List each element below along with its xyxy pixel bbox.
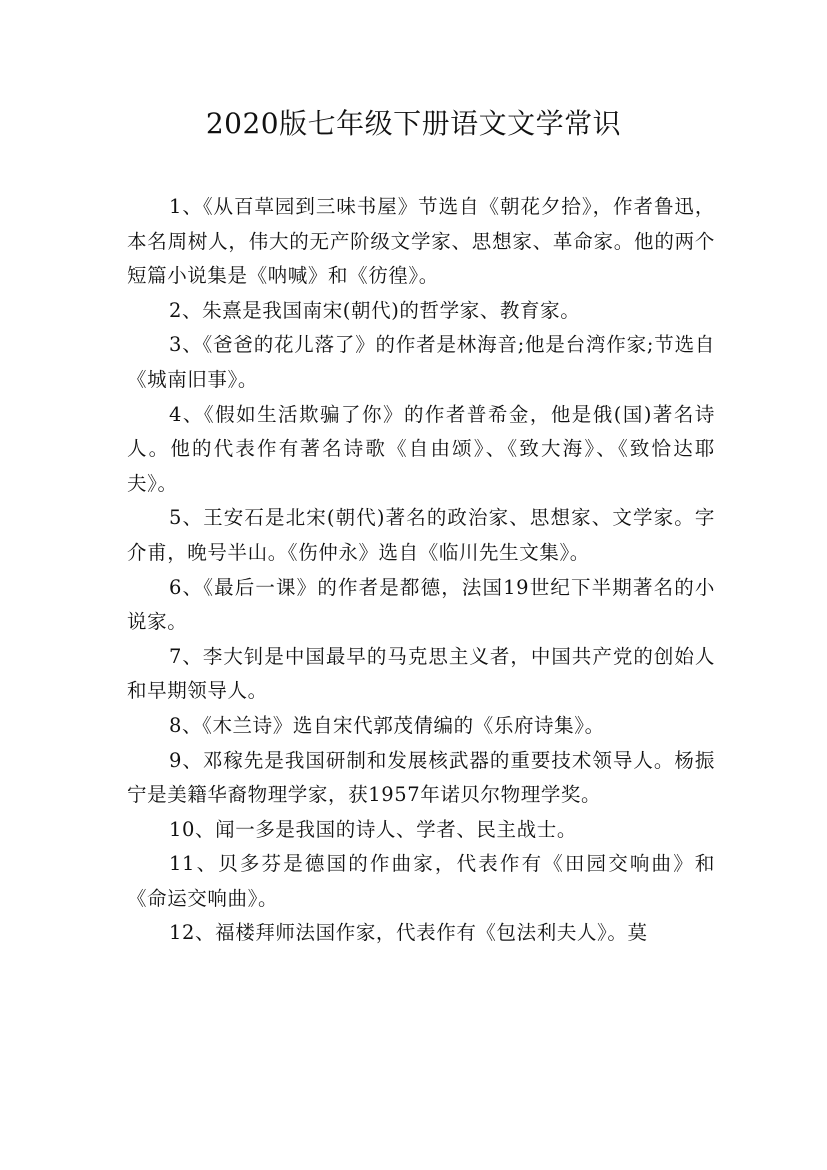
- paragraph-12: 12、福楼拜师法国作家，代表作有《包法利夫人》。莫: [169, 921, 648, 945]
- paragraph-9: 9、邓稼先是我国研制和发展核武器的重要技术领导人。杨振宁是美籍华裔物理学家，获1957年诺贝尔物理学奖。: [127, 748, 715, 807]
- paragraph-1: 1、《从百草园到三味书屋》节选自《朝花夕拾》，作者鲁迅，本名周树人，伟大的无产阶级文学家、思想家、革命家。他的两个短篇小说集是《呐喊》和《彷徨》。: [127, 195, 715, 288]
- paragraph-3: 3、《爸爸的花儿落了》的作者是林海音;他是台湾作家;节选自《城南旧事》。: [127, 333, 715, 391]
- paragraph-10: 10、闻一多是我国的诗人、学者、民主战士。: [169, 817, 577, 841]
- paragraph-2: 2、朱熹是我国南宋(朝代)的哲学家、教育家。: [169, 298, 581, 322]
- document-title: 2020版七年级下册语文文学常识: [205, 107, 622, 140]
- paragraph-8: 8、《木兰诗》选自宋代郭茂倩编的《乐府诗集》。: [169, 713, 605, 737]
- paragraph-4: 4、《假如生活欺骗了你》的作者普希金，他是俄(国)著名诗人。他的代表作有著名诗歌《自由颂》、《致大海》、《致恰达耶夫》。: [127, 402, 715, 495]
- document-body: [127, 190, 715, 951]
- paragraph-5: 5、王安石是北宋(朝代)著名的政治家、思想家、文学家。字介甫，晚号半山。《伤仲永》选自《临川先生文集》。: [127, 506, 715, 564]
- paragraph-7: 7、李大钊是中国最早的马克思主义者，中国共产党的创始人和早期领导人。: [127, 644, 715, 703]
- paragraph-6: 6、《最后一课》的作者是都德，法国19世纪下半期著名的小说家。: [127, 575, 715, 634]
- paragraph-11: 11、贝多芬是德国的作曲家，代表作有《田园交响曲》和《命运交响曲》。: [127, 852, 715, 910]
